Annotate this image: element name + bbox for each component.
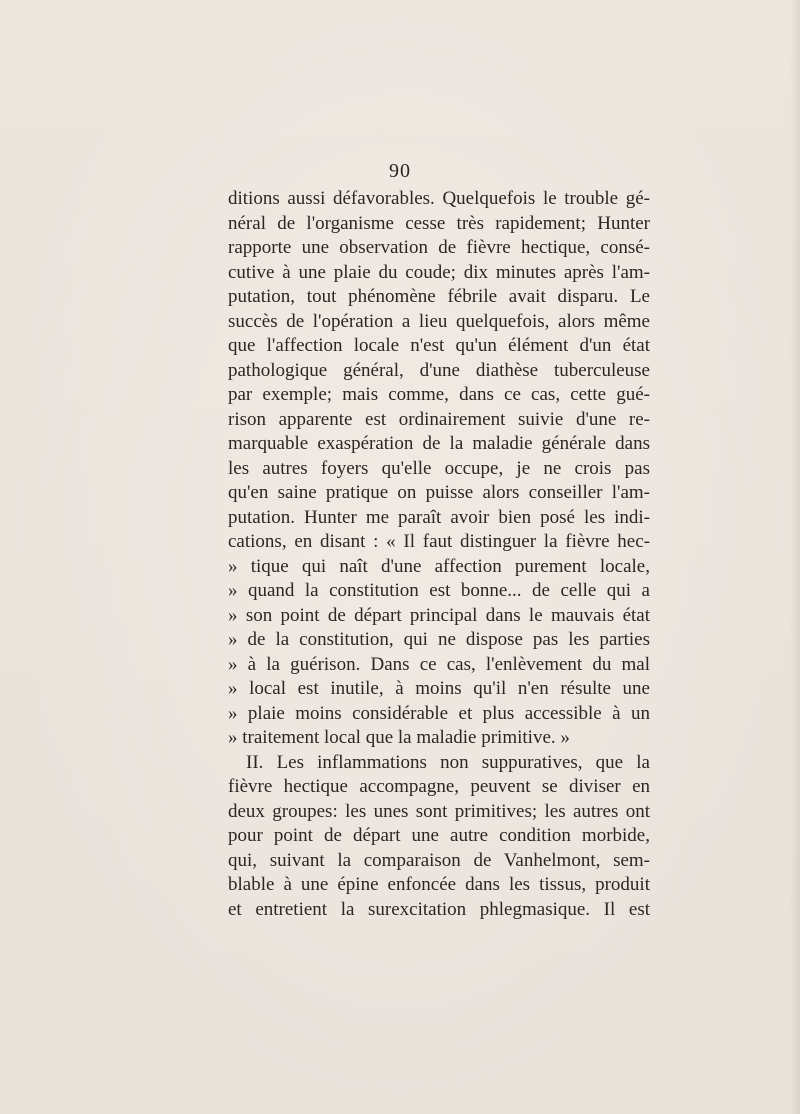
text-line: pathologique général, d'une diathèse tuberculeuse bbox=[228, 359, 650, 381]
quote-line: » tique qui naît d'une affection purement locale, bbox=[228, 555, 650, 577]
quote-line: » plaie moins considérable et plus accessible à un bbox=[228, 702, 650, 724]
text-line: qu'en saine pratique on puisse alors conseiller l'am- bbox=[228, 482, 650, 503]
text-line: succès de l'opération a lieu quelquefois, alors même bbox=[228, 310, 650, 332]
section-start-line: II. Les inflammations non suppuratives, que la bbox=[246, 751, 650, 773]
body-text bbox=[228, 187, 650, 922]
text-line: et entretient la surexcitation phlegmasique. Il est bbox=[228, 898, 650, 920]
quote-line: » à la guérison. Dans ce cas, l'enlèvement du mal bbox=[228, 653, 650, 675]
quote-line: » local est inutile, à moins qu'il n'en résulte une bbox=[228, 678, 650, 699]
text-line: par exemple; mais comme, dans ce cas, cette gué- bbox=[228, 384, 650, 405]
text-line: putation. Hunter me paraît avoir bien posé les indi- bbox=[228, 506, 650, 528]
text-line: deux groupes: les unes sont primitives; les autres ont bbox=[228, 800, 650, 822]
text-line: putation, tout phénomène fébrile avait disparu. Le bbox=[228, 286, 650, 307]
text-line: cutive à une plaie du coude; dix minutes après l'am- bbox=[228, 261, 650, 283]
text-line: blable à une épine enfoncée dans les tissus, produit bbox=[228, 874, 650, 895]
text-line: fièvre hectique accompagne, peuvent se diviser en bbox=[228, 776, 650, 797]
text-line: ditions aussi défavorables. Quelquefois le trouble gé- bbox=[228, 188, 650, 209]
text-line: néral de l'organisme cesse très rapidement; Hunter bbox=[228, 212, 650, 234]
text-line: marquable exaspération de la maladie générale dans bbox=[228, 433, 650, 454]
quote-line: » de la constitution, qui ne dispose pas les parties bbox=[228, 629, 650, 650]
text-line: rison apparente est ordinairement suivie d'une re- bbox=[228, 408, 650, 430]
quote-line: » traitement local que la maladie primitive. » bbox=[228, 727, 570, 748]
text-line: pour point de départ une autre condition morbide, bbox=[228, 825, 650, 846]
quote-line: » son point de départ principal dans le mauvais état bbox=[228, 604, 650, 626]
text-line: rapporte une observation de fièvre hectique, consé- bbox=[228, 237, 650, 258]
text-line: cations, en disant : « Il faut distinguer la fièvre hec- bbox=[228, 531, 650, 552]
text-line: que l'affection locale n'est qu'un élément d'un état bbox=[228, 335, 650, 356]
page-number: 90 bbox=[389, 160, 411, 182]
quote-line: » quand la constitution est bonne... de celle qui a bbox=[228, 580, 650, 601]
text-line: qui, suivant la comparaison de Vanhelmont, sem- bbox=[228, 849, 650, 871]
text-line: les autres foyers qu'elle occupe, je ne crois pas bbox=[228, 457, 650, 479]
